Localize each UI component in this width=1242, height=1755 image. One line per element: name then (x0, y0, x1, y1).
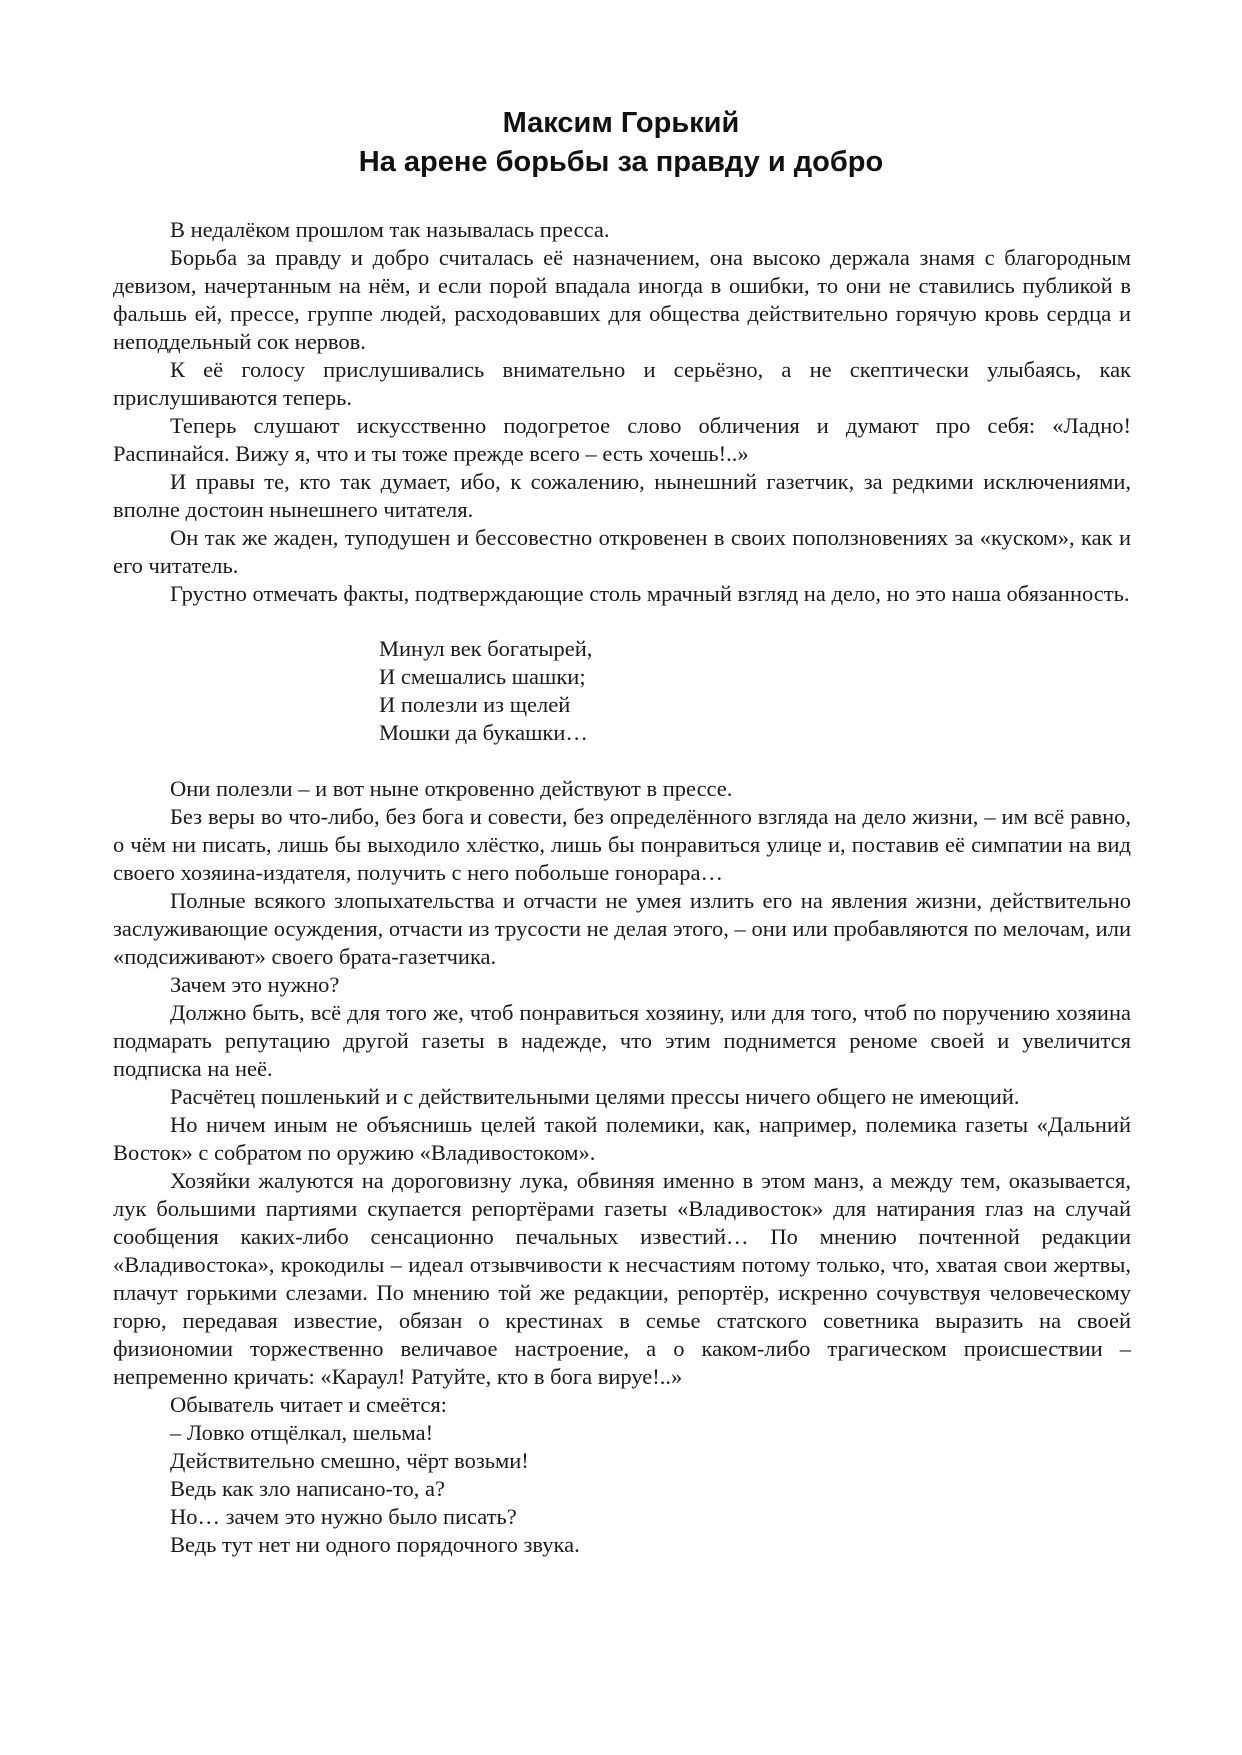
paragraph: Ведь тут нет ни одного порядочного звука. (170, 1532, 580, 1557)
paragraph: Обыватель читает и смеётся: (170, 1392, 447, 1417)
paragraph: Но ничем иным не объяснишь целей такой полемики, как, например, полемика газеты «Дальний Восток» с собратом по оружию «Владивостоком». (113, 1112, 1131, 1165)
paragraph: Должно быть, всё для того же, чтоб понравиться хозяину, или для того, чтоб по поручению хозяина подмарать репутацию другой газеты в надежде, что этим поднимется реноме своей и увеличится подписка на неё. (113, 1000, 1131, 1081)
paragraph: Теперь слушают искусственно подогретое слово обличения и думают про себя: «Ладно! Распинайся. Вижу я, что и ты тоже прежде всего – есть хочешь!..» (113, 413, 1131, 466)
poem-line: Мошки да букашки… (379, 720, 588, 745)
paragraph: Борьба за правду и добро считалась её назначением, она высоко держала знамя с благородным девизом, начертанным на нём, и если порой впадала иногда в ошибки, то они не ставились публикой в фальшь ей, прессе, группе людей, расходовавших для общества действительно горячую кровь сердца и неподдельный сок нервов. (113, 245, 1131, 354)
paragraph: Без веры во что-либо, без бога и совести, без определённого взгляда на дело жизни, – им всё равно, о чём ни писать, лишь бы выходило хлёстко, лишь бы понравиться улице и, поставив её симпатии на вид своего хозяина-издателя, получить с него побольше гонорара… (113, 804, 1131, 885)
author-name: Максим Горький (502, 107, 740, 139)
article-body (113, 216, 1131, 1559)
poem-line: И полезли из щелей (379, 692, 571, 717)
paragraph: Но… зачем это нужно было писать? (170, 1504, 517, 1529)
paragraph: Хозяйки жалуются на дороговизну лука, обвиняя именно в этом манз, а между тем, оказывается, лук большими партиями скупается репортёрами газеты «Владивосток» для натирания глаз на случай сообщения каких-либо сенсационно печальных известий… По мнению почтенной редакции «Владивостока», крокодилы – идеал отзывчивости к несчастиям потому только, что, хватая свои жертвы, плачут горькими слезами. По мнению той же редакции, репортёр, искренно сочувствуя человеческому горю, передавая известие, обязан о крестинах в семье статского советника выразить на своей физиономии торжественно величавое настроение, а о каком-либо трагическом происшествии – непременно кричать: «Караул! Ратуйте, кто в бога вируе!..» (113, 1168, 1131, 1389)
poem-line: И смешались шашки; (379, 664, 586, 689)
paragraph: Он так же жаден, туподушен и бессовестно откровенен в своих поползновениях за «куском», как и его читатель. (113, 525, 1131, 578)
paragraph: И правы те, кто так думает, ибо, к сожалению, нынешний газетчик, за редкими исключениями, вполне достоин нынешнего читателя. (113, 469, 1131, 522)
paragraph: Зачем это нужно? (170, 972, 340, 997)
poem-stanza (379, 635, 1131, 747)
paragraph: Ведь как зло написано-то, а? (170, 1476, 446, 1501)
paragraph: В недалёком прошлом так называлась пресса. (170, 217, 610, 242)
title-block (0, 104, 1242, 182)
paragraph: Они полезли – и вот ныне откровенно действуют в прессе. (170, 776, 733, 801)
paragraph: Расчётец пошленький и с действительными целями прессы ничего общего не имеющий. (170, 1084, 1020, 1109)
paragraph: Действительно смешно, чёрт возьми! (170, 1448, 529, 1473)
paragraph: Грустно отмечать факты, подтверждающие столь мрачный взгляд на дело, но это наша обязанность. (170, 581, 1130, 606)
paragraph: К её голосу прислушивались внимательно и серьёзно, а не скептически улыбаясь, как прислушиваются теперь. (113, 357, 1131, 410)
paragraph: – Ловко отщёлкал, шельма! (170, 1420, 434, 1445)
paragraph: Полные всякого злопыхательства и отчасти не умея излить его на явления жизни, действительно заслуживающие осуждения, отчасти из трусости не делая этого, – они или пробавляются по мелочам, или «подсиживают» своего брата-газетчика. (113, 888, 1131, 969)
page-title: На арене борьбы за правду и добро (358, 146, 884, 178)
poem-line: Минул век богатырей, (379, 636, 593, 661)
